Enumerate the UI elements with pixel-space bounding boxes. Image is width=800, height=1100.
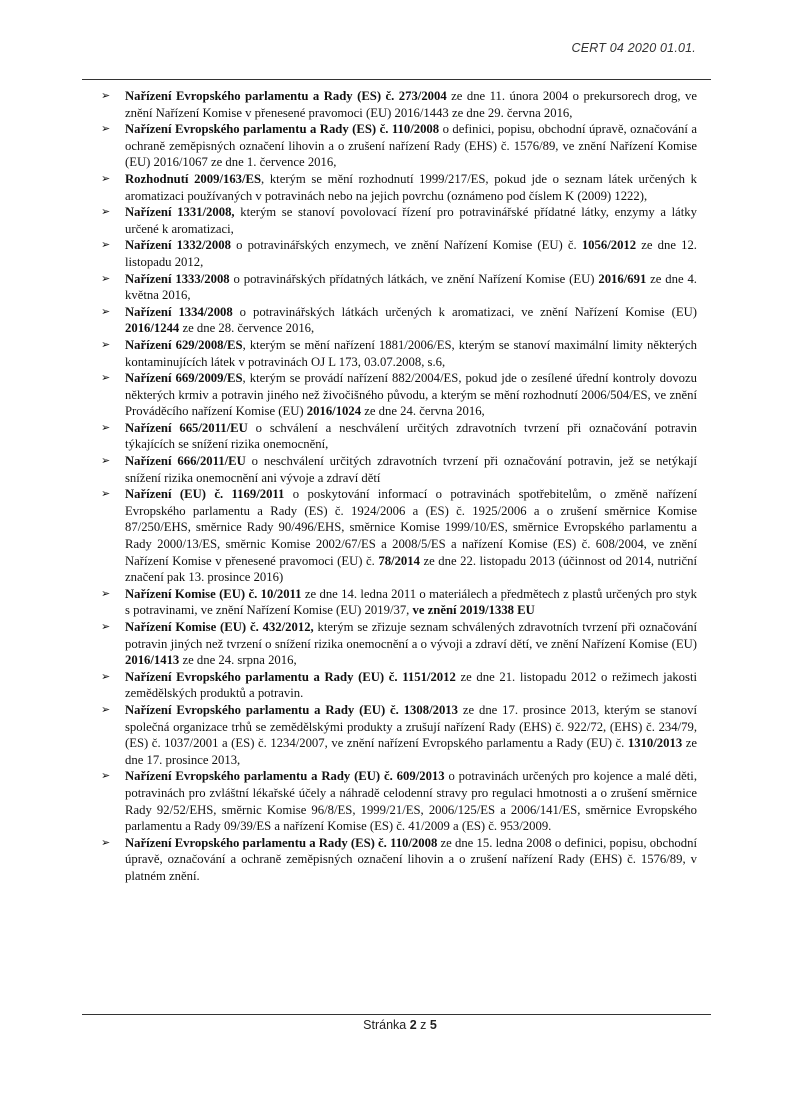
amendment-number: 1056/2012 [581,238,637,253]
list-item [101,619,697,669]
bullet-arrow-icon: ➢ [101,238,111,252]
regulation-name: Nařízení Komise (EU) č. 10/2011 [125,586,302,601]
regulation-name: Nařízení (EU) č. 1169/2011 [125,487,285,502]
list-item [101,453,697,486]
bullet-arrow-icon: ➢ [101,620,111,633]
list-item [101,702,697,768]
regulation-name: Nařízení 669/2009/ES [125,371,243,386]
amendment-number: 2016/1244 [125,321,180,336]
list-item [101,271,697,304]
footer-divider [82,1014,711,1015]
regulation-description: ze dne 21. listopadu 2012 o režimech jakosti zemědělských produktů a potravin. [125,669,698,701]
regulation-name: Nařízení 666/2011/EU [125,454,246,469]
amendment-number: 2016/1024 [306,404,362,419]
regulation-name: Rozhodnutí 2009/163/ES [125,171,262,186]
regulation-name: Nařízení 1333/2008 [125,271,230,286]
regulation-description: o neschválení určitých zdravotních tvrzení při označování potravin, jež se netýkají snížení rizika onemocnění ani vývoje a zdraví dětí [125,454,697,485]
amendment-date: ze dne 24. srpna 2016, [179,653,297,668]
regulation-name: Nařízení Evropského parlamentu a Rady (EU) č. 609/2013 [125,769,445,784]
header-divider [82,79,711,80]
list-item [101,88,697,121]
list-item [101,121,697,171]
regulation-description: o potravinářských enzymech, ve znění Nařízení Komise (EU) č. [230,238,582,253]
regulation-description: o potravinářských přídatných látkách, ve znění Nařízení Komise (EU) [229,271,599,286]
amendment-date: ze dne 17. prosince 2013, [125,736,697,767]
bullet-arrow-icon: ➢ [101,454,111,468]
bullet-arrow-icon: ➢ [101,420,111,434]
regulation-description: , kterým se mění rozhodnutí 1999/217/ES, pokud jde o seznam látek určených k aromatizaci používaných v potravinách nebo na jejich povrchu (oznámeno pod číslem K (2009) 1222), [125,171,697,203]
regulation-name: Nařízení 1334/2008 [125,304,233,319]
list-item [101,370,697,420]
list-item [101,304,697,337]
amendment-date: ze dne 28. července 2016, [179,321,315,336]
regulation-description: , kterým se provádí nařízení 882/2004/ES, pokud jde o zesílené úřední kontroly dovozu některých krmiv a potravin jiného než živočišného původu, a kterým se mění rozhodnutí 2006/504/ES, ve znění Prováděcího nařízení Komise (EU) [125,371,697,419]
regulation-description: o definici, popisu, obchodní úpravě, označování a ochraně zeměpisných označení lihovin a o zrušení nařízení Rady (EHS) č. 1576/89, ve znění Nařízení Komise (EU) 2016/1067 ze dne 1. července 2016, [125,122,697,170]
regulations-list [101,88,697,885]
regulation-description: o potravinách určených pro kojence a malé děti, potravinách pro zvláštní lékařské účely a náhradě celodenní stravy pro regulaci hmotnosti a o zrušení směrnice Rady 92/52/EHS, směrnic Komise 96/8/ES, 1999/21/ES, 2006/125/ES a 2006/141/ES, směrnice Evropského parlamentu a Rady 09/39/ES a nařízení Komise (ES) č. 41/2009 a (ES) č. 953/2009. [125,769,697,834]
page-footer [0,1018,800,1032]
amendment-date: ze dne 4. května 2016, [125,271,697,303]
regulation-description: o schválení a neschválení určitých zdravotních tvrzení při označování potravin týkajících se snížení rizika onemocnění, [125,420,698,452]
list-item [101,204,697,237]
list-item [101,669,697,702]
regulation-description: kterým se zřizuje seznam schválených zdravotních tvrzení při označování potravin jiných než tvrzení o snížení rizika onemocnění a o vývoji a zdraví dětí, ve znění Nařízení Komise (EU) [125,620,697,651]
amendment-number: 2016/691 [598,271,647,286]
bullet-arrow-icon: ➢ [101,769,111,783]
regulation-description: ze dne 15. ledna 2008 o definici, popisu, obchodní úpravě, označování a ochraně zeměpisných označení lihovin a o zrušení nařízení Rady (EHS) č. 1576/89, v platném znění. [125,835,697,883]
list-item [101,171,697,204]
regulation-name: Nařízení Evropského parlamentu a Rady (ES) č. 110/2008 [125,835,438,850]
total-pages: 5 [429,1018,437,1032]
amendment-number: ve znění 2019/1338 EU [412,603,535,618]
amendment-date: ze dne 12. listopadu 2012, [125,238,697,269]
regulation-name: Nařízení 629/2008/ES [125,337,243,352]
bullet-arrow-icon: ➢ [101,304,111,318]
amendment-date: ze dne 24. června 2016, [361,404,485,419]
bullet-arrow-icon: ➢ [101,205,111,219]
amendment-date: ze dne 22. listopadu 2013 (účinnost od 2014, nutriční značení pak 13. prosince 2016) [125,553,697,585]
bullet-arrow-icon: ➢ [101,669,111,683]
regulation-name: Nařízení Evropského parlamentu a Rady (ES) č. 110/2008 [125,122,440,137]
list-item [101,835,697,885]
regulation-name: Nařízení 1331/2008, [125,205,235,220]
page-separator: z [420,1018,427,1032]
bullet-arrow-icon: ➢ [101,487,111,501]
regulation-name: Nařízení Evropského parlamentu a Rady (EU) č. 1151/2012 [125,669,456,684]
regulation-description: , kterým se mění nařízení 1881/2006/ES, kterým se stanoví maximální limity některých kontaminujících látek v potravinách OJ L 173, 03.07.2008, s.6, [125,337,697,369]
list-item [101,337,697,370]
list-item [101,237,697,270]
regulation-name: Nařízení 665/2011/EU [125,420,248,435]
regulation-description: ze dne 11. února 2004 o prekursorech drog, ve znění Nařízení Komise v přenesené pravomoci (EU) 2016/1443 ze dne 29. června 2016, [125,89,697,120]
page-label: Stránka [363,1018,407,1032]
bullet-arrow-icon: ➢ [101,337,111,351]
regulation-name: Nařízení Evropského parlamentu a Rady (EU) č. 1308/2013 [125,702,458,717]
regulation-description: ze dne 17. prosince 2013, kterým se stanoví společná organizace trhů se zemědělskými produkty a zrušují nařízení Rady (EHS) č. 922/72, (EHS) č. 234/79, (ES) č. 1037/2001 a (ES) č. 1234/2007, ve znění nařízení Evropského parlamentu a Rady (EU) č. [125,702,697,751]
list-item [101,586,697,619]
current-page: 2 [409,1018,417,1032]
bullet-arrow-icon: ➢ [101,371,111,385]
amendment-number: 1310/2013 [627,736,683,751]
bullet-arrow-icon: ➢ [101,586,111,600]
document-reference: CERT 04 2020 01.01. [571,41,696,55]
regulation-description: o poskytování informací o potravinách spotřebitelům, o změně nařízení Evropského parlamentu a Rady (ES) č. 1924/2006 a (ES) č. 1925/2006 a o zrušení směrnice Komise 87/250/EHS, směrnice Rady 90/496/EHS, směrnice Komise 1999/10/ES, směrnice Evropského parlamentu a Rady 2000/13/ES, směrnic Komise 2002/67/ES a 2008/5/ES a nařízení Komise (ES) č. 608/2004, ve znění Nařízení Komise v přenesené pravomoci (EU) č. [125,487,697,568]
regulation-description: kterým se stanoví povolovací řízení pro potravinářské přídatné látky, enzymy a látky určené k aromatizaci, [125,205,697,236]
regulation-name: Nařízení 1332/2008 [125,238,231,253]
bullet-arrow-icon: ➢ [101,171,111,185]
regulation-name: Nařízení Komise (EU) č. 432/2012, [125,620,314,634]
list-item [101,420,697,453]
list-item [101,768,697,834]
bullet-arrow-icon: ➢ [101,835,111,849]
bullet-arrow-icon: ➢ [101,122,111,136]
list-item [101,486,697,586]
amendment-number: 2016/1413 [125,653,180,668]
amendment-number: 78/2014 [378,553,420,568]
regulation-description: ze dne 14. ledna 2011 o materiálech a předmětech z plastů určených pro styk s potravinami, ve znění Nařízení Komise (EU) 2019/37, [125,586,697,618]
bullet-arrow-icon: ➢ [101,702,111,716]
bullet-arrow-icon: ➢ [101,271,111,285]
regulation-description: o potravinářských látkách určených k aromatizaci, ve znění Nařízení Komise (EU) [232,304,697,319]
regulation-name: Nařízení Evropského parlamentu a Rady (ES) č. 273/2004 [125,89,447,103]
bullet-arrow-icon: ➢ [101,89,111,102]
